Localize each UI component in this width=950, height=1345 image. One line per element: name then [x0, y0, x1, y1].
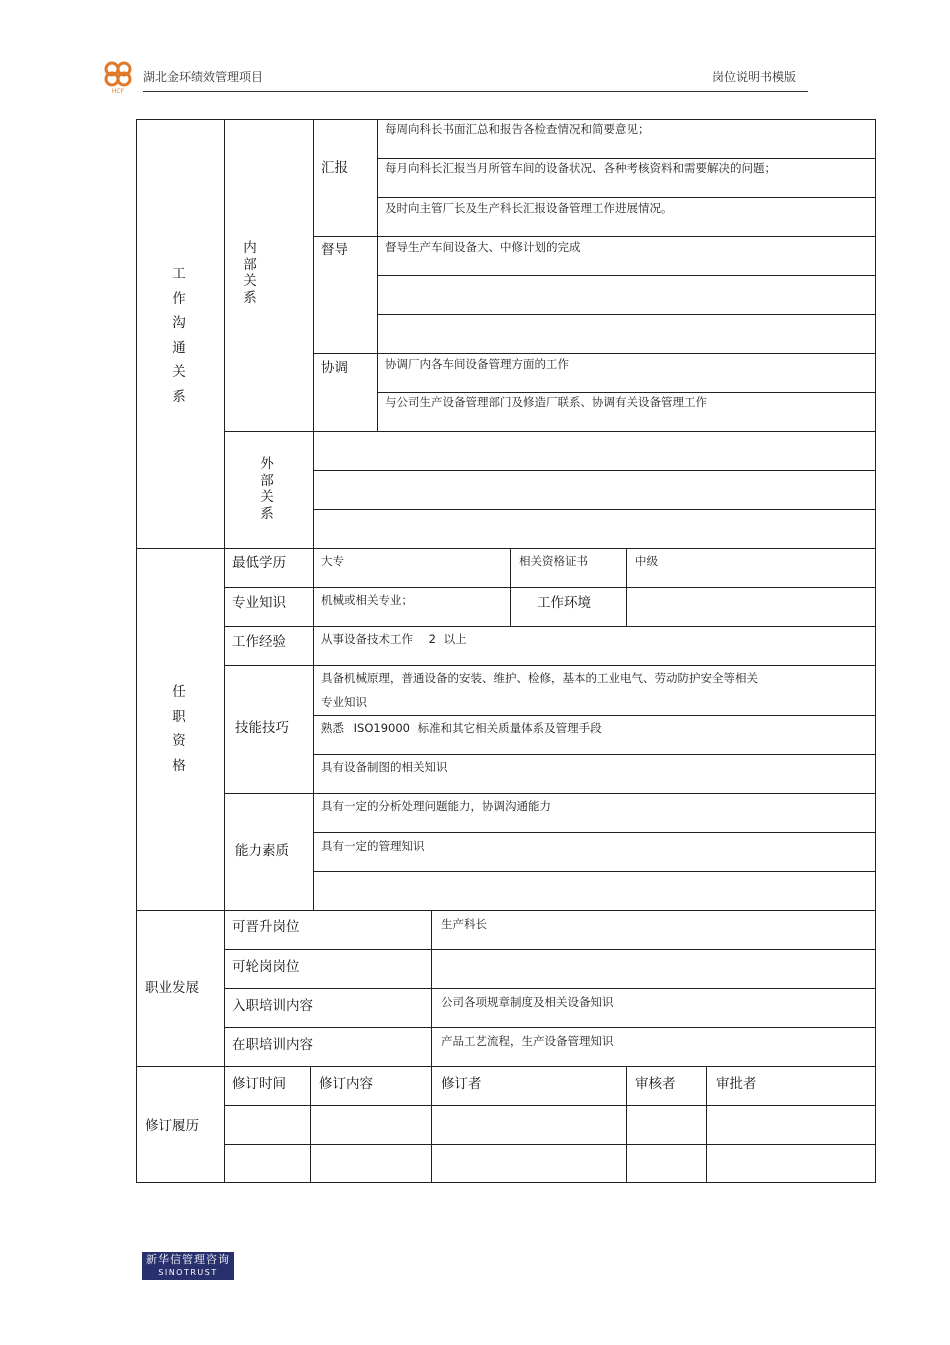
page-header [98, 58, 808, 94]
experience-value: 从事设备技术工作 2 以上 [321, 632, 467, 646]
svg-text:HCF: HCF [111, 88, 125, 94]
work-environment-label: 工作环境 [537, 595, 591, 611]
project-title: 湖北金环绩效管理项目 [143, 70, 264, 84]
ability-item: 具有一定的管理知识 [321, 839, 425, 853]
career-row-value: 生产科长 [441, 917, 487, 931]
education-label: 最低学历 [232, 555, 286, 571]
certificate-value: 中级 [635, 554, 658, 568]
section-label-communication: 工 作 沟 通 关 系 [172, 266, 186, 405]
skills-item: 熟悉 ISO19000 标准和其它相关质量体系及管理手段 [321, 721, 602, 735]
skills-item: 具有设备制图的相关知识 [321, 760, 448, 774]
revision-header-content: 修订内容 [319, 1076, 373, 1092]
certificate-label: 相关资格证书 [519, 554, 588, 568]
skills-label: 技能技巧 [235, 720, 289, 736]
career-row-label: 入职培训内容 [232, 998, 313, 1014]
knowledge-value: 机械或相关专业； [321, 593, 413, 607]
report-label: 汇报 [321, 160, 348, 176]
career-row-label: 可晋升岗位 [232, 919, 300, 935]
career-row-label: 在职培训内容 [232, 1037, 313, 1053]
experience-label: 工作经验 [232, 634, 286, 650]
internal-relations-label: 内 部 关 系 [243, 240, 257, 306]
career-row-label: 可轮岗岗位 [232, 959, 300, 975]
career-row-value: 公司各项规章制度及相关设备知识 [441, 995, 614, 1009]
supervise-label: 督导 [321, 242, 348, 258]
section-label-career: 职业发展 [145, 980, 199, 996]
education-value: 大专 [321, 554, 344, 568]
coordinate-item: 与公司生产设备管理部门及修造厂联系、协调有关设备管理工作 [385, 395, 707, 409]
revision-header-approver: 审批者 [716, 1076, 757, 1092]
consulting-logo-stamp: 新华信管理咨询 SINOTRUST [142, 1252, 234, 1280]
supervise-item: 督导生产车间设备大、中修计划的完成 [385, 240, 581, 254]
company-logo-icon [100, 58, 138, 94]
report-item: 每周向科长书面汇总和报告各检查情况和简要意见； [385, 122, 650, 136]
section-label-qualification: 任 职 资 格 [172, 684, 186, 774]
revision-header-time: 修订时间 [232, 1076, 286, 1092]
report-item: 及时向主管厂长及生产科长汇报设备管理工作进展情况。 [385, 201, 673, 215]
section-label-revision: 修订履历 [145, 1118, 199, 1134]
career-row-value: 产品工艺流程，生产设备管理知识 [441, 1034, 614, 1048]
report-item: 每月向科长汇报当月所管车间的设备状况、各种考核资料和需要解决的问题； [385, 161, 776, 175]
knowledge-label: 专业知识 [232, 595, 286, 611]
header-divider [143, 91, 808, 92]
external-relations-label: 外 部 关 系 [260, 456, 274, 522]
coordinate-item: 协调厂内各车间设备管理方面的工作 [385, 357, 569, 371]
document-title: 岗位说明书模版 [711, 70, 796, 84]
skills-item-continued: 专业知识 [321, 695, 367, 709]
job-description-table [136, 119, 876, 1183]
revision-header-reviser: 修订者 [441, 1076, 482, 1092]
coordinate-label: 协调 [321, 360, 348, 376]
revision-header-reviewer: 审核者 [635, 1076, 676, 1092]
ability-label: 能力素质 [235, 843, 289, 859]
ability-item: 具有一定的分析处理问题能力，协调沟通能力 [321, 799, 551, 813]
skills-item: 具备机械原理，普通设备的安装、维护、检修，基本的工业电气、劳动防护安全等相关 [321, 671, 758, 685]
